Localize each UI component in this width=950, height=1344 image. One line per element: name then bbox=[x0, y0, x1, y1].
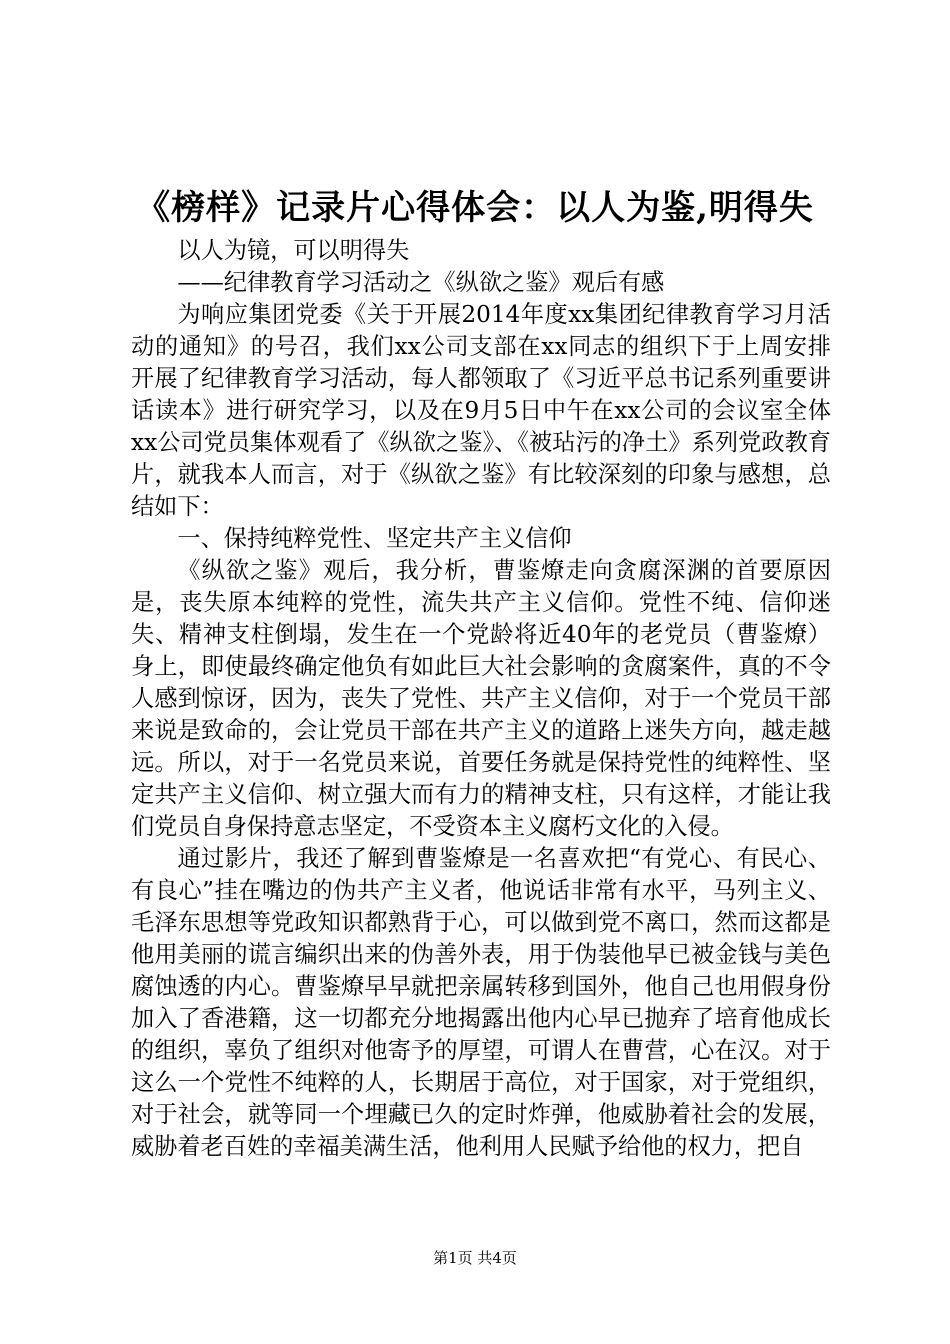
subheading-line: ——纪律教育学习活动之《纵欲之鉴》观后有感 bbox=[177, 269, 665, 296]
paragraph: 通过影片，我还了解到曹鉴燎是一名喜欢把“有党心、有民心、有良心”挂在嘴边的伪共产主义者，他说话非常有水平，马列主义、毛泽东思想等党政知识都熟背于心，可以做到党不离口，然而这都是他用美丽的谎言编织出来的伪善外表，用于伪装他早已被金钱与美色腐蚀透的内心。曹鉴燎早早就把亲属转移到国外，他自己也用假身份加入了香港籍，这一切都充分地揭露出他内心早已抛弃了培育他成长的组织，辜负了组织对他寄予的厚望，可谓人在曹营，心在汉。对于这么一个党性不纯粹的人，长期居于高位，对于国家，对于党组织，对于社会，就等同一个埋藏已久的定时炸弹，他威胁着社会的发展，威胁着老百姓的幸福美满生活，他利用人民赋予给他的权力，把自 bbox=[131, 845, 831, 1160]
document-body bbox=[131, 235, 831, 1163]
subtitle-line: 以人为镜，可以明得失 bbox=[177, 237, 410, 264]
section-heading: 一、保持纯粹党性、坚定共产主义信仰 bbox=[177, 525, 572, 552]
paragraph: 为响应集团党委《关于开展2014年度xx集团纪律教育学习月活动的通知》的号召，我们xx公司支部在xx同志的组织下于上周安排开展了纪律教育学习活动，每人都领取了《习近平总书记系列重要讲话读本》进行研究学习，以及在9月5日中午在xx公司的会议室全体xx公司党员集体观看了《纵欲之鉴》、《被玷污的净土》系列党政教育片，就我本人而言，对于《纵欲之鉴》有比较深刻的印象与感想，总结如下： bbox=[131, 301, 831, 520]
page-footer: 第1页 共4页 bbox=[433, 1249, 517, 1267]
paragraph: 《纵欲之鉴》观后，我分析，曹鉴燎走向贪腐深渊的首要原因是，丧失原本纯粹的党性，流失共产主义信仰。党性不纯、信仰迷失、精神支柱倒塌，发生在一个党龄将近40年的老党员（曹鉴燎）身上，即使最终确定他负有如此巨大社会影响的贪腐案件，真的不令人感到惊讶，因为，丧失了党性、共产主义信仰，对于一个党员干部来说是致命的，会让党员干部在共产主义的道路上迷失方向，越走越远。所以，对于一名党员来说，首要任务就是保持党性的纯粹性、坚定共产主义信仰、树立强大而有力的精神支柱，只有这样，才能让我们党员自身保持意志坚定，不受资本主义腐朽文化的入侵。 bbox=[131, 557, 831, 840]
document-title: 《榜样》记录片心得体会：以人为鉴,明得失 bbox=[136, 188, 814, 228]
